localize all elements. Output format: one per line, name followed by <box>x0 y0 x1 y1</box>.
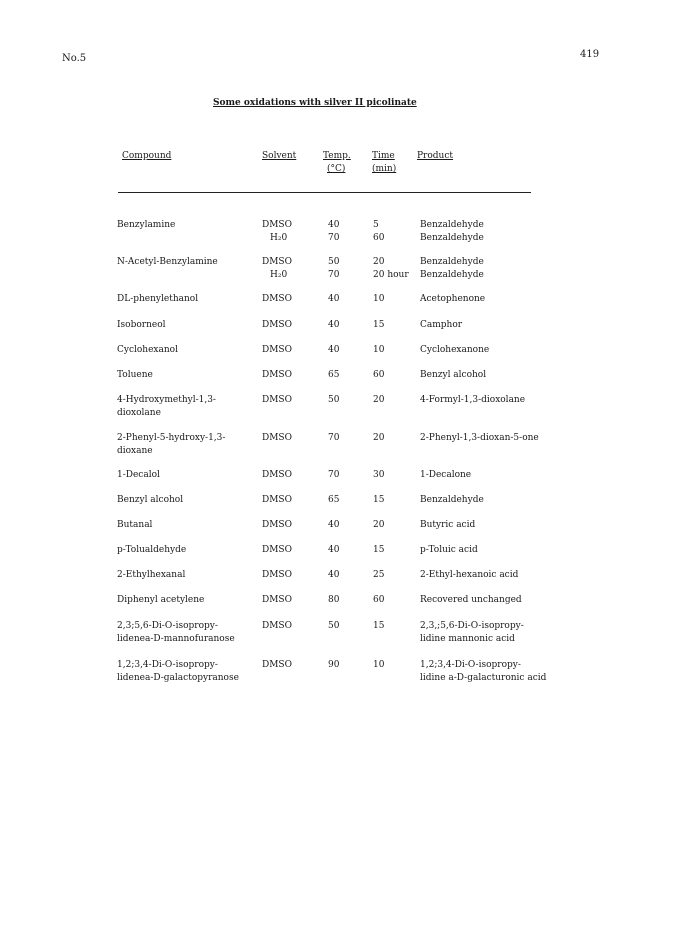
cell-temp <box>328 569 339 582</box>
cell-solvent-line: DMSO <box>262 470 292 480</box>
cell-solvent <box>262 319 292 332</box>
cell-solvent <box>262 620 292 633</box>
cell-compound-line: dioxolane <box>117 407 161 418</box>
cell-solvent-line: DMSO <box>262 294 292 304</box>
cell-product-line: Recovered unchanged <box>420 595 522 605</box>
cell-compound-line <box>117 232 175 245</box>
cell-solvent <box>262 344 292 357</box>
cell-solvent <box>262 293 292 306</box>
cell-compound <box>117 369 153 382</box>
cell-solvent <box>262 469 292 482</box>
col-header-product: Product <box>417 151 453 161</box>
cell-solvent-line: DMSO <box>262 660 292 670</box>
cell-compound-line: 4-Hydroxymethyl-1,3- <box>117 395 216 405</box>
cell-product <box>420 620 524 645</box>
cell-solvent <box>262 219 292 244</box>
cell-product-line: Cyclohexanone <box>420 345 490 355</box>
cell-temp <box>328 369 339 382</box>
cell-product <box>420 293 485 306</box>
cell-time-line: 15 <box>373 621 385 631</box>
cell-product-line: Benzyl alcohol <box>420 370 487 380</box>
cell-compound-line: Toluene <box>117 370 153 380</box>
cell-time <box>373 369 384 382</box>
cell-temp <box>328 469 339 482</box>
cell-product <box>420 659 546 684</box>
cell-product <box>420 519 475 532</box>
cell-temp-line: 70 <box>328 269 340 280</box>
cell-time <box>373 659 384 672</box>
cell-temp <box>328 519 339 532</box>
cell-compound <box>117 469 160 482</box>
cell-time <box>373 344 384 357</box>
cell-time <box>373 293 384 306</box>
cell-temp-line: 40 <box>328 520 340 530</box>
cell-compound-line: Butanal <box>117 520 153 530</box>
cell-time-line: 30 <box>373 470 385 480</box>
cell-time-line: 10 <box>373 345 385 355</box>
cell-temp-line: 65 <box>328 370 340 380</box>
cell-product-line: 4-Formyl-1,3-dioxolane <box>420 395 526 405</box>
cell-product <box>420 469 471 482</box>
cell-temp-line: 40 <box>328 545 340 555</box>
cell-product-line: 2-Phenyl-1,3-dioxan-5-one <box>420 433 539 443</box>
cell-solvent-line: DMSO <box>262 545 292 555</box>
cell-compound <box>117 659 239 684</box>
cell-solvent-line: DMSO <box>262 345 292 355</box>
cell-time-line: 10 <box>373 660 385 670</box>
cell-compound <box>117 569 185 582</box>
cell-compound <box>117 594 204 607</box>
cell-temp <box>328 394 339 407</box>
cell-product-line: 1,2;3,4-Di-O-isopropy- <box>420 660 521 670</box>
cell-time <box>373 256 409 281</box>
cell-compound <box>117 319 166 332</box>
cell-compound <box>117 344 178 357</box>
cell-compound-line: lidenea-D-galactopyranose <box>117 672 239 683</box>
cell-compound-line: 1-Decalol <box>117 470 160 480</box>
cell-product-line: Benzaldehyde <box>420 232 484 243</box>
cell-time-line: 20 <box>373 395 385 405</box>
cell-time <box>373 394 384 407</box>
cell-temp-line: 65 <box>328 495 340 505</box>
cell-time <box>373 219 384 244</box>
cell-time-line: 15 <box>373 320 385 330</box>
col-header-temp-line1: Temp. <box>323 151 351 161</box>
cell-product-line: Benzaldehyde <box>420 269 484 280</box>
cell-compound-line <box>117 269 218 282</box>
cell-solvent <box>262 394 292 407</box>
cell-solvent-line: DMSO <box>262 570 292 580</box>
cell-product <box>420 544 478 557</box>
cell-product-line: p-Toluic acid <box>420 545 478 555</box>
cell-solvent-line: DMSO <box>262 320 292 330</box>
cell-temp <box>328 432 339 445</box>
cell-solvent <box>262 519 292 532</box>
cell-product <box>420 494 484 507</box>
cell-temp-line: 70 <box>328 470 340 480</box>
cell-temp <box>328 544 339 557</box>
cell-temp <box>328 494 339 507</box>
cell-time-line: 60 <box>373 370 385 380</box>
cell-temp-line: 50 <box>328 395 340 405</box>
cell-product <box>420 369 486 382</box>
cell-solvent-line: H₂0 <box>270 232 288 243</box>
cell-compound-line: 2,3;5,6-Di-O-isopropy- <box>117 621 218 631</box>
cell-compound-line: 2-Ethylhexanal <box>117 570 186 580</box>
cell-compound <box>117 544 186 557</box>
col-header-temp-line2: (°C) <box>327 164 346 174</box>
cell-temp-line: 40 <box>328 570 340 580</box>
cell-solvent-line: DMSO <box>262 520 292 530</box>
cell-compound-line: 1,2;3,4-Di-O-isopropy- <box>117 660 218 670</box>
cell-solvent-line: DMSO <box>262 370 292 380</box>
cell-time-line: 60 <box>373 232 385 243</box>
cell-compound <box>117 432 225 457</box>
cell-compound-line: p-Tolualdehyde <box>117 545 187 555</box>
cell-temp <box>328 344 339 357</box>
col-header-time-line1: Time <box>372 151 395 161</box>
cell-product-line: Benzaldehyde <box>420 495 484 505</box>
cell-time-line: 20 <box>373 257 385 267</box>
cell-temp <box>328 594 339 607</box>
cell-solvent <box>262 544 292 557</box>
cell-product <box>420 394 525 407</box>
cell-compound <box>117 494 183 507</box>
cell-temp <box>328 256 339 281</box>
cell-compound-line: Isoborneol <box>117 320 166 330</box>
cell-product-line: Benzaldehyde <box>420 220 484 230</box>
cell-product <box>420 569 518 582</box>
cell-time <box>373 544 384 557</box>
cell-product <box>420 432 539 445</box>
cell-time-line: 20 <box>373 433 385 443</box>
cell-temp-line: 40 <box>328 220 340 230</box>
cell-time <box>373 494 384 507</box>
cell-solvent-line: DMSO <box>262 257 292 267</box>
col-header-solvent: Solvent <box>262 151 297 161</box>
cell-compound-line: N-Acetyl-Benzylamine <box>117 257 218 267</box>
cell-product-line: lidine a-D-galacturonic acid <box>420 672 547 683</box>
cell-solvent-line: H₂0 <box>270 269 288 280</box>
cell-temp <box>328 293 339 306</box>
cell-compound <box>117 620 235 645</box>
cell-time-line: 10 <box>373 294 385 304</box>
cell-compound <box>117 293 198 306</box>
cell-solvent-line: DMSO <box>262 220 292 230</box>
cell-time <box>373 594 384 607</box>
cell-time <box>373 519 384 532</box>
cell-temp-line: 50 <box>328 621 340 631</box>
cell-solvent <box>262 432 292 445</box>
cell-compound <box>117 256 218 281</box>
cell-solvent-line: DMSO <box>262 595 292 605</box>
cell-compound <box>117 219 175 244</box>
cell-product <box>420 256 484 281</box>
journal-issue: No.5 <box>62 53 87 64</box>
cell-time <box>373 620 384 633</box>
cell-product <box>420 594 522 607</box>
table-title: Some oxidations with silver II picolinate <box>213 98 417 108</box>
cell-product <box>420 219 484 244</box>
cell-solvent-line: DMSO <box>262 433 292 443</box>
cell-solvent-line: DMSO <box>262 621 292 631</box>
cell-product-line: 2-Ethyl-hexanoic acid <box>420 570 519 580</box>
cell-product-line: Butyric acid <box>420 520 476 530</box>
cell-time <box>373 569 384 582</box>
page-number: 419 <box>580 49 600 60</box>
cell-temp <box>328 659 339 672</box>
cell-temp-line: 40 <box>328 345 340 355</box>
cell-compound-line: Diphenyl acetylene <box>117 595 205 605</box>
cell-time <box>373 432 384 445</box>
cell-solvent <box>262 494 292 507</box>
cell-solvent <box>262 594 292 607</box>
cell-temp <box>328 219 339 244</box>
cell-temp-line: 50 <box>328 257 340 267</box>
col-header-time <box>372 150 396 176</box>
cell-product-line: 2,3,;5,6-Di-O-isopropy- <box>420 621 524 631</box>
cell-compound-line: dioxane <box>117 445 153 456</box>
cell-temp-line: 90 <box>328 660 340 670</box>
cell-solvent <box>262 569 292 582</box>
cell-time-line: 20 hour <box>373 269 409 280</box>
cell-solvent-line: DMSO <box>262 395 292 405</box>
cell-time-line: 15 <box>373 545 385 555</box>
cell-product <box>420 319 462 332</box>
cell-product-line: Benzaldehyde <box>420 257 484 267</box>
cell-compound-line: DL-phenylethanol <box>117 294 199 304</box>
cell-compound <box>117 394 216 419</box>
cell-time-line: 20 <box>373 520 385 530</box>
cell-time-line: 15 <box>373 495 385 505</box>
cell-compound-line: Benzylamine <box>117 220 176 230</box>
cell-time <box>373 319 384 332</box>
cell-product-line: Acetophenone <box>420 294 486 304</box>
cell-solvent <box>262 659 292 672</box>
cell-temp-line: 70 <box>328 433 340 443</box>
col-header-time-line2: (min) <box>372 164 397 174</box>
col-header-compound: Compound <box>122 151 172 161</box>
cell-product-line: lidine mannonic acid <box>420 633 515 644</box>
header-rule <box>118 192 531 193</box>
cell-solvent <box>262 256 292 281</box>
cell-time-line: 60 <box>373 595 385 605</box>
cell-temp <box>328 620 339 633</box>
cell-compound-line: Benzyl alcohol <box>117 495 184 505</box>
cell-temp <box>328 319 339 332</box>
cell-time-line: 25 <box>373 570 385 580</box>
cell-compound-line: Cyclohexanol <box>117 345 178 355</box>
cell-temp-line: 70 <box>328 232 340 243</box>
cell-product-line: 1-Decalone <box>420 470 472 480</box>
cell-compound-line: 2-Phenyl-5-hydroxy-1,3- <box>117 433 226 443</box>
cell-time-line: 5 <box>373 220 379 230</box>
cell-compound <box>117 519 152 532</box>
cell-time <box>373 469 384 482</box>
cell-product <box>420 344 489 357</box>
cell-compound-line: lidenea-D-mannofuranose <box>117 633 235 644</box>
cell-solvent-line: DMSO <box>262 495 292 505</box>
col-header-temp <box>323 150 351 176</box>
cell-product-line: Camphor <box>420 320 463 330</box>
cell-temp-line: 40 <box>328 294 340 304</box>
cell-temp-line: 80 <box>328 595 340 605</box>
cell-solvent <box>262 369 292 382</box>
cell-temp-line: 40 <box>328 320 340 330</box>
